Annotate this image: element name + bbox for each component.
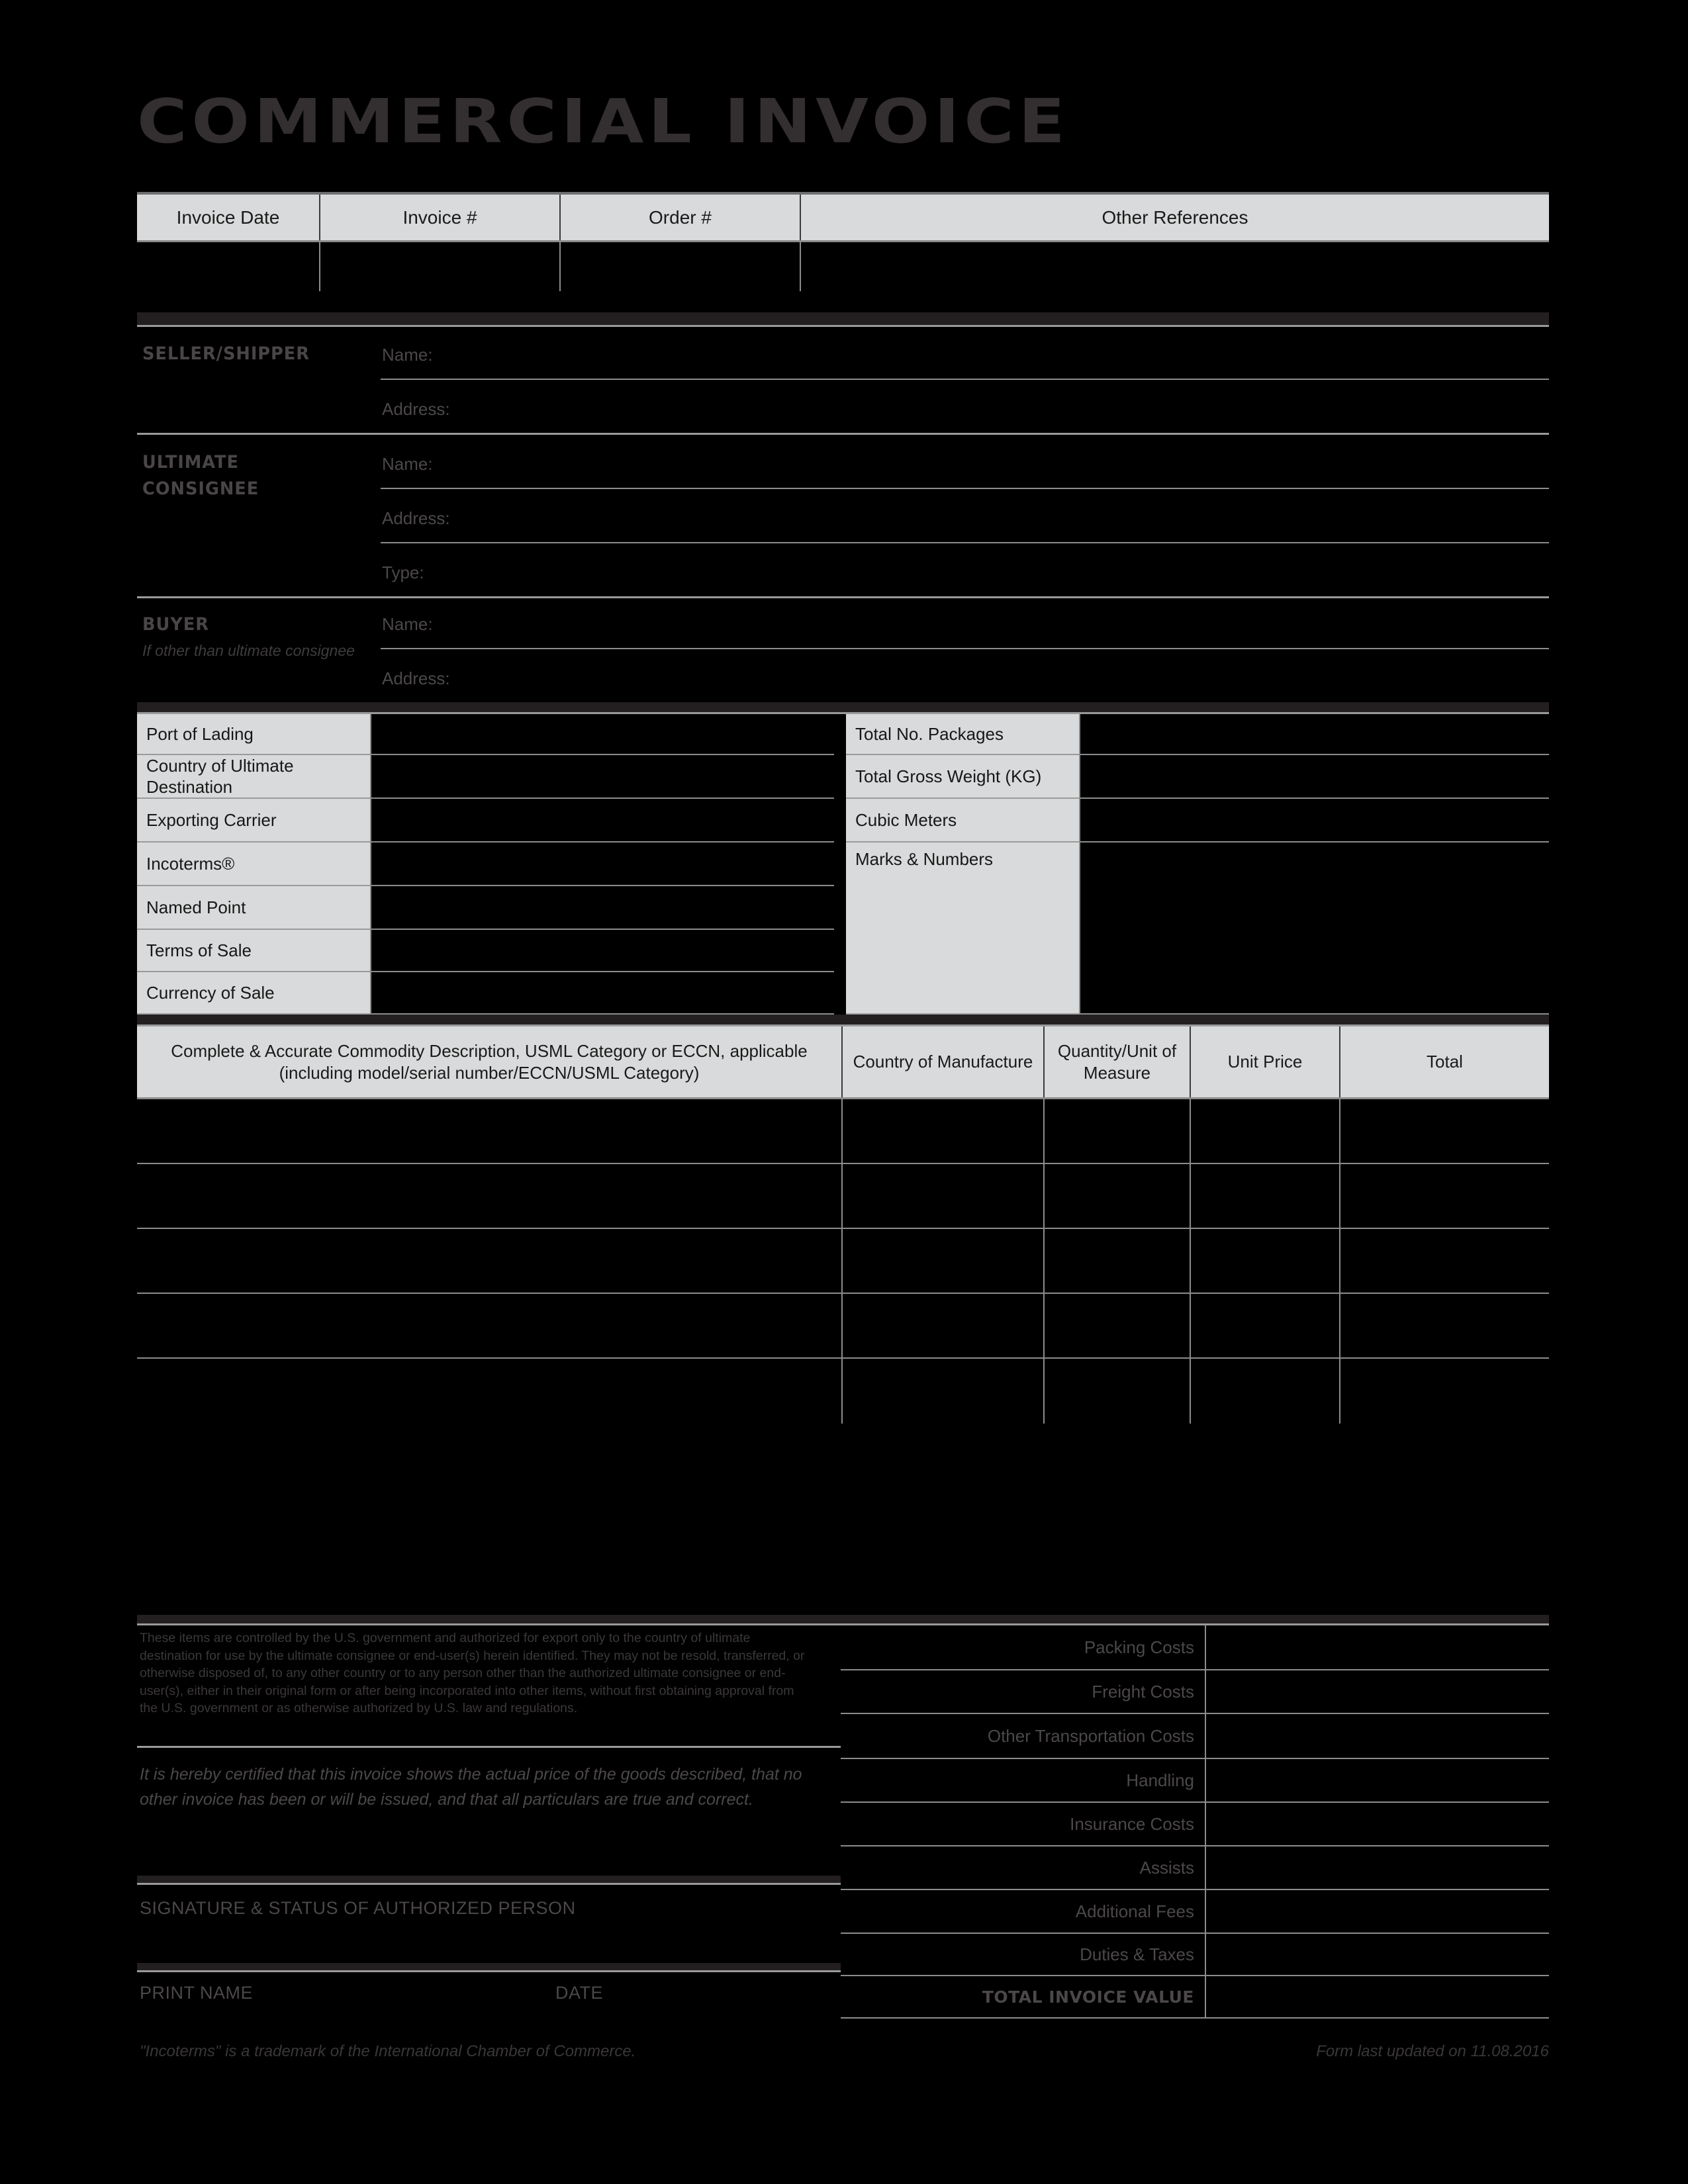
label-currency-of-sale: Currency of Sale [137,972,370,1015]
footer-last-updated: Form last updated on 11.08.2016 [1316,2042,1549,2060]
table-row [137,1359,1549,1424]
cell-commodity-description[interactable] [137,1294,843,1357]
consignee-type-label: Type: [382,563,424,582]
cell-country-of-manufacture[interactable] [843,1164,1045,1228]
field-insurance-costs[interactable] [1205,1803,1549,1846]
cell-total[interactable] [1340,1099,1549,1163]
cell-unit-price[interactable] [1191,1359,1340,1424]
seller-name-label: Name: [382,345,433,365]
signature-section-divider [137,1876,841,1885]
ultimate-consignee-label-line2: CONSIGNEE [142,478,259,499]
cell-unit-price[interactable] [1191,1294,1340,1357]
cell-quantity[interactable] [1045,1294,1191,1357]
cell-unit-price[interactable] [1191,1164,1340,1228]
notes-section-divider [137,1615,1549,1625]
buyer-name-label: Name: [382,614,433,634]
label-port-of-lading: Port of Lading [137,714,370,755]
field-port-of-lading[interactable] [370,714,834,755]
field-total-invoice-value[interactable] [1205,1976,1549,2019]
buyer-name-input[interactable] [381,648,1549,649]
field-invoice-date[interactable] [137,242,320,291]
cell-quantity[interactable] [1045,1359,1191,1424]
buyer-address-label: Address: [382,668,450,688]
label-cubic-meters: Cubic Meters [846,799,1079,842]
label-total-gross-weight: Total Gross Weight (KG) [846,755,1079,799]
field-cubic-meters[interactable] [1079,799,1549,842]
commodity-table-header [137,1026,1549,1099]
seller-shipper-label: SELLER/SHIPPER [142,343,310,364]
buyer-label: BUYER [142,614,209,635]
shipping-section-divider [137,702,1549,714]
cell-unit-price[interactable] [1191,1229,1340,1293]
label-terms-of-sale: Terms of Sale [137,930,370,972]
reference-table [137,192,1549,291]
cell-unit-price[interactable] [1191,1099,1340,1163]
date-label: DATE [555,1983,604,2003]
field-other-transportation-costs[interactable] [1205,1714,1549,1759]
field-handling[interactable] [1205,1759,1549,1803]
seller-section-rule [137,433,1549,435]
table-row [137,1164,1549,1229]
cell-commodity-description[interactable] [137,1164,843,1228]
print-name-label: PRINT NAME [140,1983,254,2003]
cell-country-of-manufacture[interactable] [843,1294,1045,1357]
cell-country-of-manufacture[interactable] [843,1359,1045,1424]
table-row [137,1294,1549,1359]
cell-commodity-description[interactable] [137,1229,843,1293]
field-currency-of-sale[interactable] [370,972,834,1015]
certification-note: It is hereby certified that this invoice shows the actual price of the goods described, that no other invoice has been or will be issued, and that all particulars are true and correct. [140,1765,802,1809]
label-insurance-costs: Insurance Costs [841,1803,1205,1846]
page-title: COMMERCIAL INVOICE [137,86,1070,157]
footer-trademark-note: "Incoterms" is a trademark of the International Chamber of Commerce. [140,2042,636,2060]
field-freight-costs[interactable] [1205,1670,1549,1714]
field-other-references[interactable] [801,242,1549,291]
seller-name-input[interactable] [381,379,1549,380]
header-total: Total [1340,1026,1549,1097]
field-assists[interactable] [1205,1846,1549,1890]
table-row [137,1099,1549,1164]
label-total-no-packages: Total No. Packages [846,714,1079,755]
cell-total[interactable] [1340,1164,1549,1228]
label-additional-fees: Additional Fees [841,1890,1205,1934]
reference-table-header [137,195,1549,242]
field-country-of-ultimate-destination[interactable] [370,755,834,799]
header-order-number: Order # [561,195,801,240]
buyer-sublabel: If other than ultimate consignee [142,642,355,659]
cell-quantity[interactable] [1045,1164,1191,1228]
invoice-page [137,0,1549,2184]
header-quantity-unit-of-measure: Quantity/Unit of Measure [1045,1026,1191,1097]
label-exporting-carrier: Exporting Carrier [137,799,370,842]
consignee-address-input[interactable] [381,542,1549,543]
field-total-gross-weight[interactable] [1079,755,1549,799]
cell-commodity-description[interactable] [137,1359,843,1424]
party-section-divider [137,312,1549,327]
consignee-section-rule [137,596,1549,598]
consignee-name-input[interactable] [381,488,1549,489]
header-commodity-description: Complete & Accurate Commodity Description, USML Category or ECCN, applicable (including model/serial number/ECCN/USML Category) [137,1026,843,1097]
ultimate-consignee-label-line1: ULTIMATE [142,452,239,473]
field-duties-and-taxes[interactable] [1205,1934,1549,1976]
cell-country-of-manufacture[interactable] [843,1099,1045,1163]
label-other-transportation-costs: Other Transportation Costs [841,1714,1205,1759]
field-additional-fees[interactable] [1205,1890,1549,1934]
field-named-point[interactable] [370,886,834,930]
consignee-address-label: Address: [382,508,450,528]
label-duties-and-taxes: Duties & Taxes [841,1934,1205,1976]
header-country-of-manufacture: Country of Manufacture [843,1026,1045,1097]
label-incoterms: Incoterms® [137,842,370,886]
commodity-table [137,1026,1549,1424]
field-exporting-carrier[interactable] [370,799,834,842]
note-rule [137,1746,841,1748]
header-unit-price: Unit Price [1191,1026,1340,1097]
signature-status-label: SIGNATURE & STATUS OF AUTHORIZED PERSON [140,1898,576,1918]
field-packing-costs[interactable] [1205,1625,1549,1670]
field-invoice-number[interactable] [320,242,561,291]
field-marks-and-numbers[interactable] [1079,842,1549,1015]
label-freight-costs: Freight Costs [841,1670,1205,1714]
header-invoice-number: Invoice # [320,195,561,240]
label-country-of-ultimate-destination: Country of Ultimate Destination [137,755,370,799]
cell-quantity[interactable] [1045,1229,1191,1293]
cell-commodity-description[interactable] [137,1099,843,1163]
label-handling: Handling [841,1759,1205,1803]
export-control-note: These items are controlled by the U.S. government and authorized for export only to the country of ultimate destination for use by the ultimate consignee or end-user(s) herein identified. They may not be resold, transferred, or otherwise disposed of, to any other country or to any person other than the authorized ultimate consignee or end-user(s), either in their original form or after being incorporated into other items, without first obtaining approval from the U.S. government or as otherwise authorized by U.S. law and regulations. [140,1631,805,1715]
field-incoterms[interactable] [370,842,834,886]
cell-total[interactable] [1340,1359,1549,1424]
field-order-number[interactable] [561,242,801,291]
field-terms-of-sale[interactable] [370,930,834,972]
consignee-name-label: Name: [382,454,433,474]
cell-country-of-manufacture[interactable] [843,1229,1045,1293]
label-assists: Assists [841,1846,1205,1890]
cell-total[interactable] [1340,1294,1549,1357]
reference-table-body [137,242,1549,291]
header-other-references: Other References [801,195,1549,240]
print-name-divider [137,1963,841,1972]
seller-address-label: Address: [382,399,450,419]
label-named-point: Named Point [137,886,370,930]
cell-quantity[interactable] [1045,1099,1191,1163]
label-marks-and-numbers: Marks & Numbers [846,842,1079,1015]
header-invoice-date: Invoice Date [137,195,320,240]
label-packing-costs: Packing Costs [841,1625,1205,1670]
table-row [137,1229,1549,1294]
label-total-invoice-value: TOTAL INVOICE VALUE [841,1976,1205,2019]
cell-total[interactable] [1340,1229,1549,1293]
field-total-no-packages[interactable] [1079,714,1549,755]
commodity-section-divider [137,1015,1549,1026]
